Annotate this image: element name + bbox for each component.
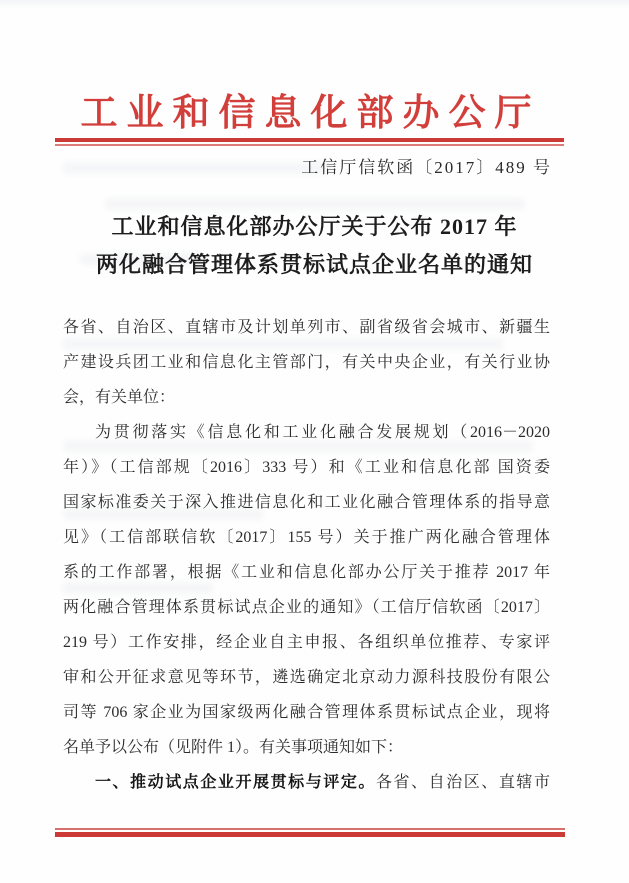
body-line: 产建设兵团工业和信息化主管部门，有关中央企业，有关行业协 — [63, 354, 550, 371]
body-line: 年）》（工信部规〔2016〕333 号）和《工业和信息化部 国资委 — [63, 459, 550, 476]
scan-edge-artifact — [0, 0, 629, 10]
document-title-line1: 工业和信息化部办公厅关于公布 2017 年 — [111, 214, 518, 239]
footer-rule-thick — [55, 832, 565, 837]
body-line: 见》（工信部联信软〔2017〕155 号）关于推广两化融合管理体 — [63, 529, 550, 546]
body-line: 219 号）工作安排，经企业自主申报、各组织单位推荐、专家评 — [63, 634, 550, 651]
body-line: 系的工作部署，根据《工业和信息化部办公厅关于推荐 2017 年 — [63, 564, 550, 581]
document-title-line2: 两化融合管理体系贯标试点企业名单的通知 — [95, 252, 533, 277]
bleed-through-artifact — [63, 162, 333, 174]
document-number: 工信厅信软函〔2017〕489 号 — [301, 158, 552, 177]
body-line: 两化融合管理体系贯标试点企业的通知》（工信厅信软函〔2017〕 — [63, 599, 550, 616]
body-line: 审和公开征求意见等环节，遴选确定北京动力源科技股份有限公 — [63, 669, 550, 686]
body-line: 名单予以公布（见附件 1）。有关事项通知如下： — [63, 739, 404, 756]
body-text — [63, 310, 550, 800]
body-line: 各省、自治区、直辖市及计划单列市、副省级省会城市、新疆生 — [63, 319, 550, 336]
letterhead-rule — [55, 138, 564, 146]
footer-rule — [55, 828, 565, 837]
letterhead-org-name: 工业和信息化部办公厅 — [80, 93, 541, 134]
body-line: 会，有关单位： — [63, 389, 176, 406]
body-line: 国家标准委关于深入推进信息化和工业化融合管理体系的指导意 — [63, 494, 550, 511]
body-line: 为贯彻落实《信息化和工业化融合发展规划（2016－2020 — [95, 424, 550, 441]
document-title — [0, 208, 629, 284]
letterhead-rule-thin — [55, 144, 564, 146]
body-line: 司等 706 家企业为国家级两化融合管理体系贯标试点企业，现将 — [63, 704, 550, 721]
body-line: 一、推动试点企业开展贯标与评定。各省、自治区、直辖市 — [95, 774, 550, 791]
